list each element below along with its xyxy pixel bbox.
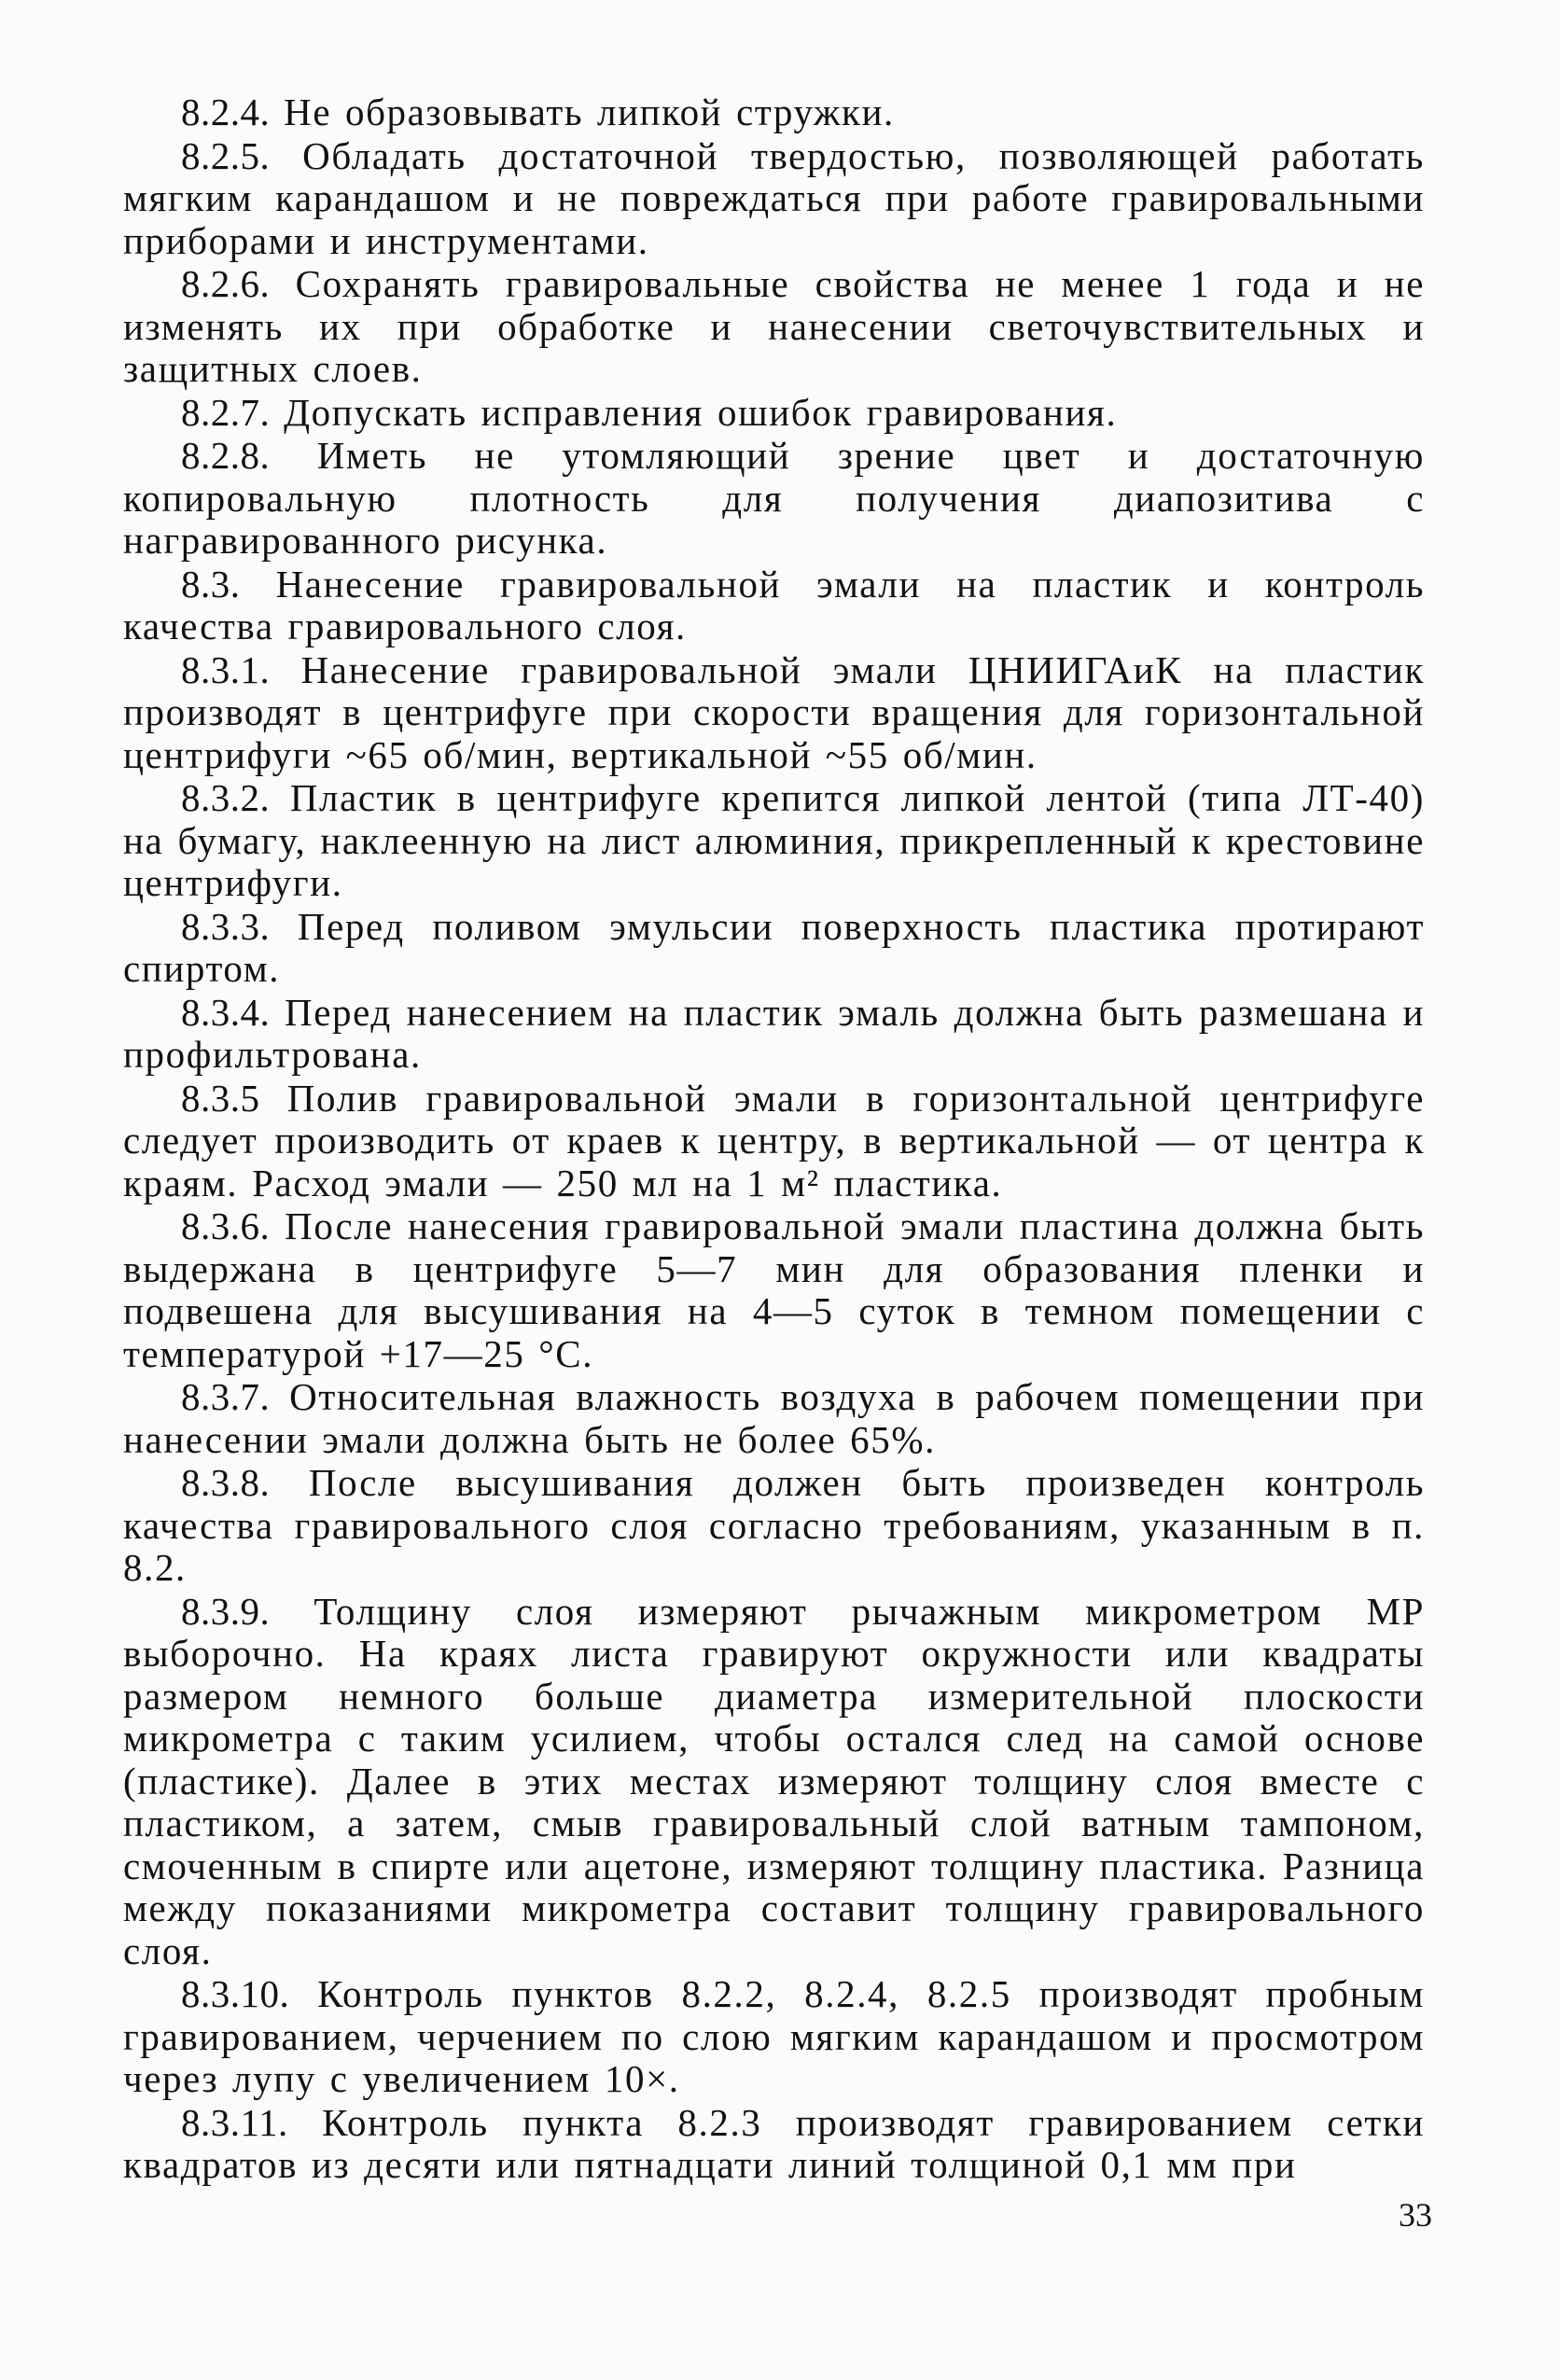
paragraph-text: Допускать исправления ошибок гравирования.: [284, 390, 1118, 434]
paragraph-number: 8.3.: [181, 562, 241, 605]
paragraph-8-3-6: [123, 1205, 1425, 1375]
body-text: [123, 91, 1425, 2188]
paragraph-text: Полив гравировальной эмали в горизонтальной центрифуге следует производить от краев к центру, в вертикальной — от центра к краям. Расход эмали — 250 мл на 1 м² пластика.: [123, 1076, 1425, 1204]
paragraph-8-3-2: [123, 777, 1425, 905]
paragraph-8-2-8: [123, 435, 1425, 563]
paragraph-text: Пластик в центрифуге крепится липкой лентой (типа ЛТ-40) на бумагу, наклеенную на лист алюминия, прикрепленный к крестовине центрифуги.: [123, 776, 1425, 904]
paragraph-8-2-6: [123, 263, 1425, 391]
paragraph-number: 8.3.4.: [181, 990, 271, 1034]
paragraph-text: Контроль пункта 8.2.3 производят гравированием сетки квадратов из десяти или пятнадцати линий толщиной 0,1 мм при: [123, 2100, 1425, 2186]
paragraph-8-3-3: [123, 906, 1425, 991]
paragraph-number: 8.3.10.: [181, 1972, 290, 2015]
paragraph-text: Толщину слоя измеряют рычажным микрометром МР выборочно. На краях листа гравируют окружности или квадраты размером немного больше диаметра измерительной плоскости микрометра с таким усилием, чтобы остался след на самой основе (пластике). Далее в этих местах измеряют толщину слоя вместе с пластиком, а затем, смыв гравировальный слой ватным тампоном, смоченным в спирте или ацетоне, измеряют толщину пластика. Разница между показаниями микрометра составит толщину гравировального слоя.: [123, 1589, 1425, 1972]
paragraph-8-3-4: [123, 992, 1425, 1077]
paragraph-text: Относительная влажность воздуха в рабочем помещении при нанесении эмали должна быть не более 65%.: [123, 1375, 1425, 1461]
paragraph-8-2-5: [123, 135, 1425, 263]
paragraph-text: Иметь не утомляющий зрение цвет и достаточную копировальную плотность для получения диапозитива с награвированного рисунка.: [123, 434, 1425, 562]
paragraph-number: 8.3.9.: [181, 1589, 271, 1633]
paragraph-8-2-7: [123, 392, 1425, 435]
paragraph-number: 8.2.6.: [181, 262, 271, 305]
paragraph-number: 8.3.2.: [181, 776, 271, 819]
paragraph-text: Обладать достаточной твердостью, позволяющей работать мягким карандашом и не повреждаться при работе гравировальными приборами и инструментами.: [123, 133, 1425, 262]
paragraph-8-2-4: [123, 91, 1425, 134]
paragraph-text: После высушивания должен быть произведен контроль качества гравировального слоя согласно требованиям, указанным в п. 8.2.: [123, 1461, 1425, 1589]
paragraph-text: Перед поливом эмульсии поверхность пластика протирают спиртом.: [123, 904, 1425, 990]
paragraph-number: 8.3.1.: [181, 647, 271, 691]
paragraph-8-3-7: [123, 1376, 1425, 1461]
paragraph-8-3-5: [123, 1078, 1425, 1205]
paragraph-number: 8.3.11.: [181, 2100, 288, 2144]
paragraph-number: 8.3.3.: [181, 904, 271, 948]
paragraph-8-3-10: [123, 1973, 1425, 2101]
paragraph-text: После нанесения гравировальной эмали пластина должна быть выдержана в центрифуге 5—7 мин для образования пленки и подвешена для высушивания на 4—5 суток в темном помещении с температурой +17—25 °С.: [123, 1204, 1425, 1375]
paragraph-8-3: [123, 564, 1425, 648]
paragraph-text: Сохранять гравировальные свойства не менее 1 года и не изменять их при обработке и нанесении светочувствительных и защитных слоев.: [123, 262, 1425, 390]
paragraph-text: Не образовывать липкой стружки.: [284, 90, 895, 133]
paragraph-number: 8.2.5.: [181, 133, 271, 177]
paragraph-number: 8.3.8.: [181, 1461, 271, 1504]
paragraph-number: 8.2.7.: [181, 390, 271, 434]
paragraph-text: Перед нанесением на пластик эмаль должна быть размешана и профильтрована.: [123, 990, 1425, 1076]
paragraph-text: Контроль пунктов 8.2.2, 8.2.4, 8.2.5 производят пробным гравированием, черчением по слою мягким карандашом и просмотром через лупу с увеличением 10×.: [123, 1972, 1425, 2100]
paragraph-number: 8.2.4.: [181, 90, 271, 133]
paragraph-number: 8.3.5: [181, 1076, 260, 1120]
paragraph-text: Нанесение гравировальной эмали на пластик и контроль качества гравировального слоя.: [123, 562, 1425, 647]
paragraph-8-3-1: [123, 649, 1425, 777]
paragraph-number: 8.2.8.: [181, 434, 271, 477]
paragraph-number: 8.3.6.: [181, 1204, 271, 1247]
paragraph-number: 8.3.7.: [181, 1375, 271, 1418]
paragraph-8-3-8: [123, 1462, 1425, 1590]
paragraph-8-3-9: [123, 1591, 1425, 1973]
page-number: 33: [1399, 2196, 1432, 2234]
paragraph-8-3-11: [123, 2102, 1425, 2187]
paragraph-text: Нанесение гравировальной эмали ЦНИИГАиК на пластик производят в центрифуге при скорости вращения для горизонтальной центрифуги ~65 об/мин, вертикальной ~55 об/мин.: [123, 647, 1425, 776]
